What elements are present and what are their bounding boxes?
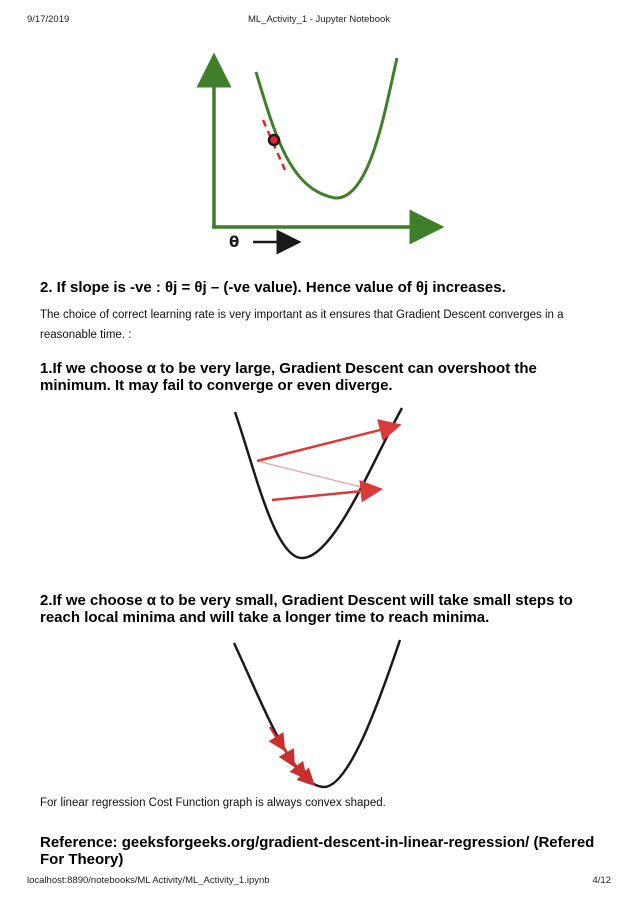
theta-label: θ — [229, 233, 240, 251]
step-arrow-1 — [257, 427, 392, 461]
print-url: localhost:8890/notebooks/ML Activity/ML_Activity_1.ipynb — [27, 875, 270, 886]
small-step-arrow — [282, 745, 290, 759]
large-alpha-figure — [225, 400, 410, 565]
step-arrow-2 — [261, 462, 373, 490]
large-alpha-heading: 1.If we choose α to be very large, Gradient Descent can overshoot the minimum. It may fail to converge or even diverge. — [40, 360, 537, 394]
small-step-arrow — [292, 761, 301, 772]
small-alpha-heading: 2.If we choose α to be very small, Gradient Descent will take small steps to reach local minima and will take a longer time to reach minima. — [40, 592, 573, 626]
print-date: 9/17/2019 — [27, 14, 70, 25]
learning-rate-paragraph: The choice of correct learning rate is very important as it ensures that Gradient Descent converges in a reasonable time. : — [40, 309, 564, 341]
print-page-number: 4/12 — [592, 875, 611, 886]
convex-note: For linear regression Cost Function graph is always convex shaped. — [40, 797, 386, 809]
small-alpha-figure — [228, 635, 408, 795]
reference-heading: Reference: geeksforgeeks.org/gradient-descent-in-linear-regression/ (Refered For Theory) — [40, 834, 595, 868]
cost-curve — [256, 58, 397, 198]
print-page-title: ML_Activity_1 - Jupyter Notebook — [247, 14, 391, 25]
slope-negative-heading: 2. If slope is -ve : θj = θj – (-ve value). Hence value of θj increases. — [40, 279, 506, 296]
convex-cost-curve — [234, 640, 400, 787]
small-step-arrow — [303, 774, 308, 779]
slope-figure — [195, 50, 445, 260]
current-point — [269, 135, 279, 145]
